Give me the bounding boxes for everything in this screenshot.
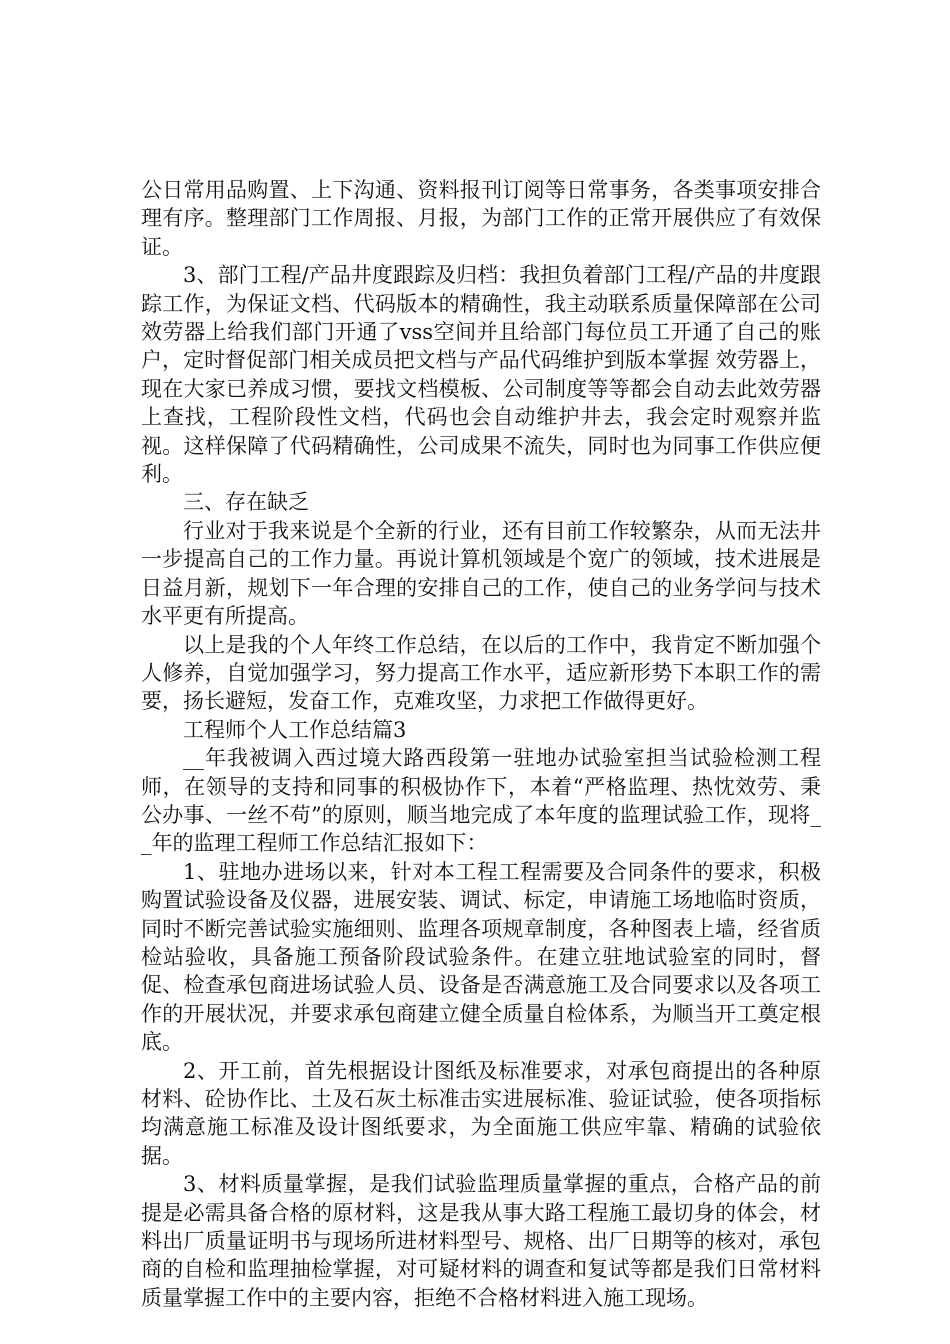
paragraph-conclusion: 以上是我的个人年终工作总结，在以后的工作中，我肯定不断加强个人修养，自觉加强学习，努力提高工作水平，适应新形势下本职工作的需要，扬长避短，发奋工作，克难攻坚，力求把工作做得更好。 (141, 632, 821, 714)
paragraph-item-2: 2、开工前，首先根据设计图纸及标准要求，对承包商提出的各种原材料、砼协作比、土及石灰土标准击实进展标准、验证试验，使各项指标均满意施工标准及设计图纸要求，为全面施工供应牢靠、精确的试验依据。 (141, 1058, 821, 1168)
document-body (141, 176, 821, 1312)
paragraph-continuation: 公日常用品购置、上下沟通、资料报刊订阅等日常事务，各类事项安排合理有序。整理部门工作周报、月报，为部门工作的正常开展供应了有效保证。 (141, 178, 821, 259)
paragraph-item-3-tracking: 3、部门工程/产品井度跟踪及归档：我担负着部门工程/产品的井度跟踪工作，为保证文档、代码版本的精确性，我主动联系质量保障部在公司效劳器上给我们部门开通了vss空间并且给部门每位员工开通了自己的账户，定时督促部门相关成员把文档与产品代码维护到版本掌握 效劳器上，现在大家已养成习惯，要找文档模板、公司制度等等都会自动去此效劳器上查找，工程阶段性文档，代码也会自动维护井去，我会定时观察并监视。这样保障了代码精确性，公司成果不流失，同时也为同事工作供应便利。 (141, 263, 821, 487)
paragraph-intro: __年我被调入西过境大路西段第一驻地办试验室担当试验检测工程师，在领导的支持和同事的积极协作下，本着“严格监理、热忱效劳、秉公办事、一丝不苟”的原则，顺当地完成了本年度的监理试验工作，现将__年的监理工程师工作总结汇报如下： (141, 746, 821, 856)
section-heading-shortcomings: 三、存在缺乏 (183, 490, 309, 515)
article-title-part-3: 工程师个人工作总结篇3 (183, 717, 407, 742)
paragraph-item-1: 1、驻地办进场以来，针对本工程工程需要及合同条件的要求，积极购置试验设备及仪器，进展安装、调试、标定，申请施工场地临时资质，同时不断完善试验实施细则、监理各项规章制度，各种图表上墙，经省质检站验收，具备施工预备阶段试验条件。在建立驻地试验室的同时，督促、检查承包商进场试验人员、设备是否满意施工及合同要求以及各项工作的开展状况，并要求承包商建立健全质量自检体系，为顺当开工奠定根底。 (141, 859, 821, 1055)
paragraph-item-3-materials: 3、材料质量掌握，是我们试验监理质量掌握的重点，合格产品的前提是必需具备合格的原材料，这是我从事大路工程施工最切身的体会，材料出厂质量证明书与现场所进材料型号、规格、出厂日期等的核对，承包商的自检和监理抽检掌握，对可疑材料的调查和复试等都是我们日常材料质量掌握工作中的主要内容，拒绝不合格材料进入施工现场。 (141, 1172, 821, 1310)
paragraph-shortcomings: 行业对于我来说是个全新的行业，还有目前工作较繁杂，从而无法井一步提高自己的工作力量。再说计算机领域是个宽广的领域，技术进展是日益月新，规划下一年合理的安排自己的工作，使自己的业务学问与技术水平更有所提高。 (141, 518, 821, 629)
